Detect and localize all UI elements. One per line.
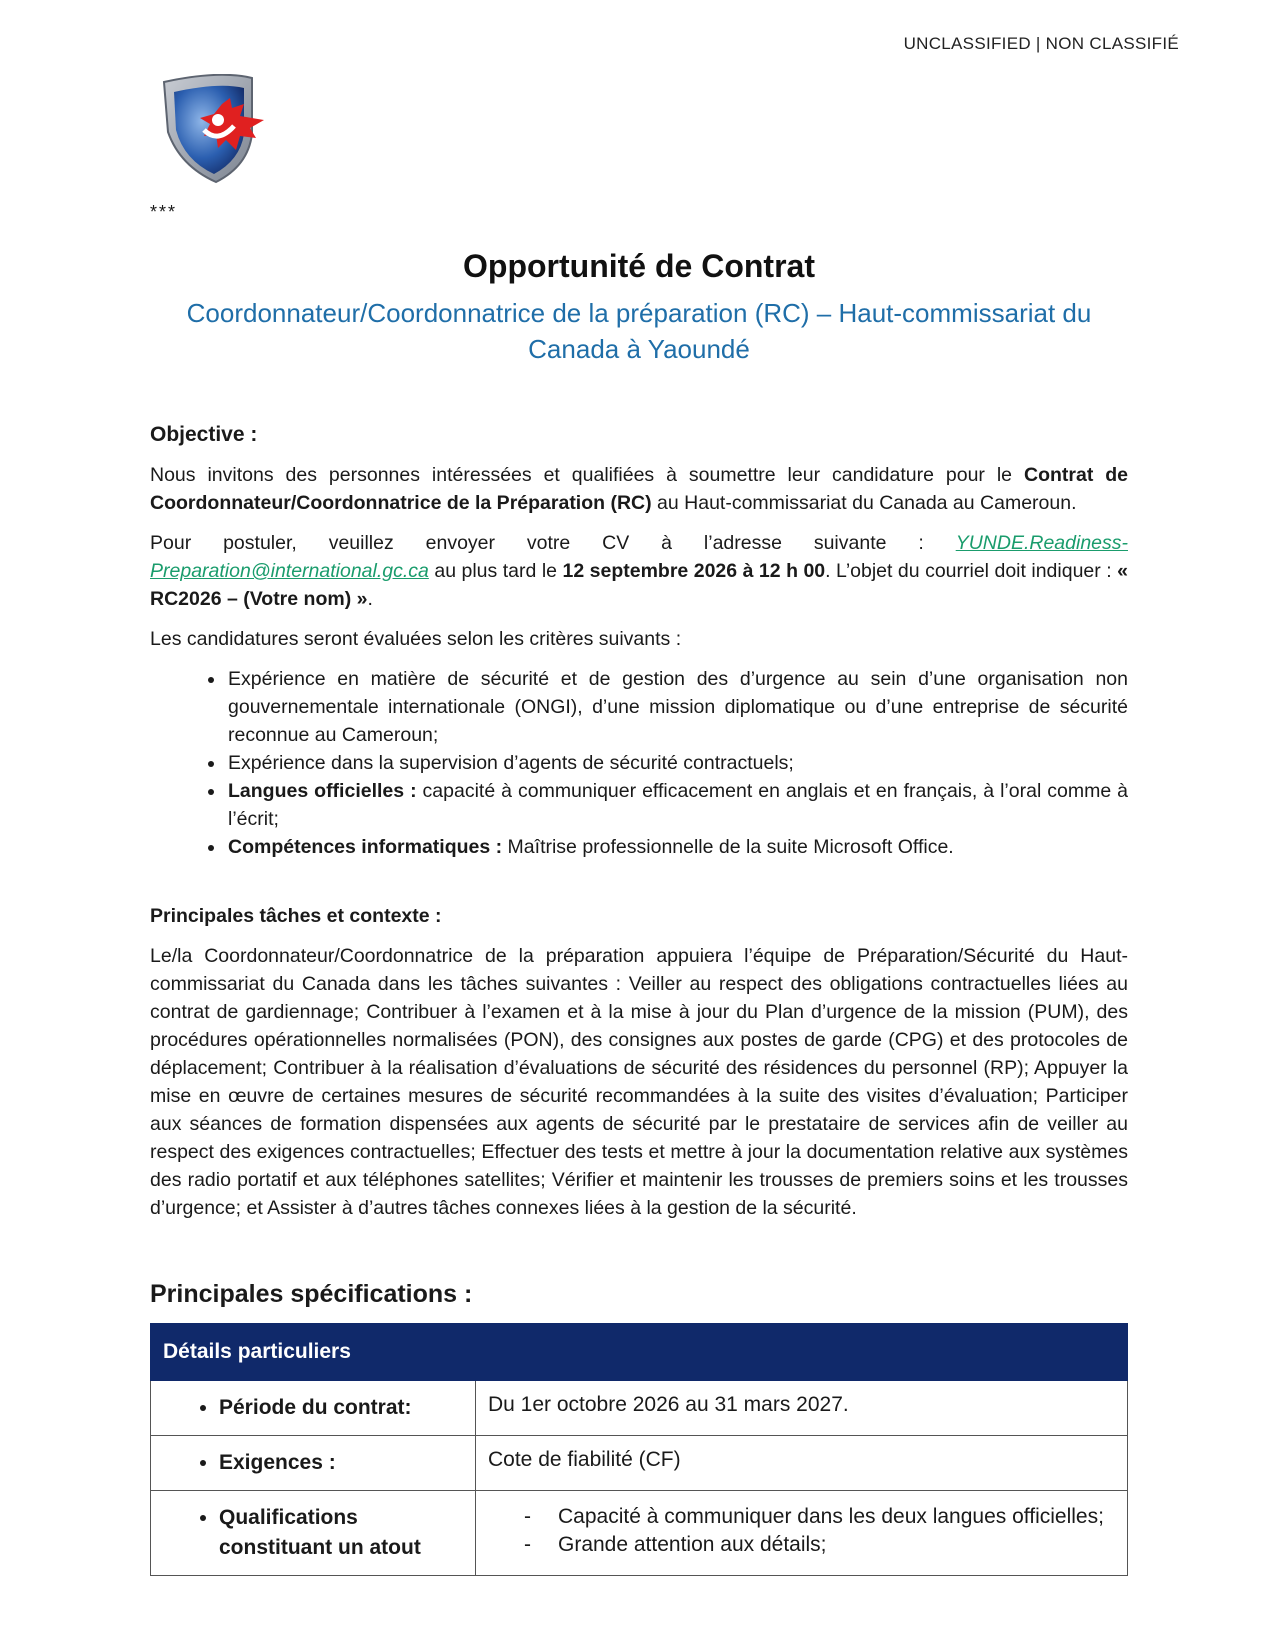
- table-row: [151, 1491, 1128, 1576]
- classification-marking: UNCLASSIFIED | NON CLASSIFIÉ: [903, 34, 1179, 53]
- separator-stars: ***: [150, 202, 178, 222]
- document-body: [150, 240, 1128, 1576]
- row-value-item: - Grande attention aux détails;: [558, 1531, 1115, 1559]
- document-title: Opportunité de Contrat: [463, 248, 815, 284]
- row-label: • Exigences :: [219, 1448, 463, 1478]
- specs-table-header: Détails particuliers: [151, 1324, 1128, 1381]
- shield-logo-icon: [160, 74, 278, 186]
- email-link[interactable]: YUNDE.Readiness-Preparation@international.gc.ca: [150, 532, 1128, 582]
- row-value-item: - Capacité à communiquer dans les deux langues officielles;: [558, 1503, 1115, 1531]
- criteria-item: • Expérience dans la supervision d’agents de sécurité contractuels;: [226, 749, 1128, 777]
- criteria-list: [150, 665, 1128, 861]
- specs-heading: Principales spécifications :: [150, 1280, 473, 1308]
- row-label: • Qualifications constituant un atout: [219, 1503, 463, 1563]
- criteria-item: • Langues officielles : capacité à communiquer efficacement en anglais et en français, à l’oral comme à l’écrit;: [226, 777, 1128, 833]
- email-subject: « RC2026 – (Votre nom) »: [150, 560, 1128, 610]
- row-label: • Période du contrat:: [219, 1393, 463, 1423]
- specs-table: [150, 1323, 1128, 1576]
- tasks-paragraph: Le/la Coordonnateur/Coordonnatrice de la préparation appuiera l’équipe de Préparation/Sécurité du Haut-commissariat du Canada dans les tâches suivantes : Veiller au respect des obligations contractuelles liées au contrat de gardiennage; Contribuer à l’examen et à la mise à jour du Plan d’urgence de la mission (PUM), des procédures opérationnelles normalisées (PON), des consignes aux postes de garde (CPG) et des protocoles de déplacement; Contribuer à la réalisation d’évaluations de sécurité des résidences du personnel (RP); Appuyer la mise en œuvre de certaines mesures de sécurité recommandées à la suite des visites d’évaluation; Participer aux séances de formation dispensées aux agents de sécurité par le prestataire de services afin de veiller au respect des exigences contractuelles; Effectuer des tests et mettre à jour la documentation relative aux systèmes des radio portatif et aux téléphones satellites; Vérifier et maintenir les trousses de premiers soins et les trousses d’urgence; et Assister à d’autres tâches connexes liées à la gestion de la sécurité.: [150, 945, 1128, 1219]
- objective-paragraph: Nous invitons des personnes intéressées et qualifiées à soumettre leur candidature pour le Contrat de Coordonnateur/Coordonnatrice de la Préparation (RC) au Haut-commissariat du Canada au Cameroun.: [150, 464, 1129, 514]
- tasks-heading: Principales tâches et contexte :: [150, 905, 442, 927]
- objective-heading: Objective :: [150, 423, 258, 446]
- table-row: [151, 1436, 1128, 1491]
- row-value: Du 1er octobre 2026 au 31 mars 2027.: [476, 1381, 1128, 1436]
- criteria-item: • Compétences informatiques : Maîtrise professionnelle de la suite Microsoft Office.: [226, 833, 1128, 861]
- criteria-item: • Expérience en matière de sécurité et de gestion des d’urgence au sein d’une organisation non gouvernementale internationale (ONGI), d’une mission diplomatique ou d’une entreprise de sécurité reconnue au Cameroun;: [226, 665, 1128, 749]
- table-row: [151, 1381, 1128, 1436]
- deadline: 12 septembre 2026 à 12 h 00: [562, 560, 826, 582]
- row-value: Cote de fiabilité (CF): [476, 1436, 1128, 1491]
- application-paragraph: Pour postuler, veuillez envoyer votre CV à l’adresse suivante : YUNDE.Readiness-Preparation@international.gc.ca au plus tard le 12 septembre 2026 à 12 h 00. L’objet du courriel doit indiquer : « RC2026 – (Votre nom) ».: [150, 532, 1128, 610]
- criteria-intro: Les candidatures seront évaluées selon les critères suivants :: [150, 628, 682, 650]
- document-subtitle: Coordonnateur/Coordonnatrice de la préparation (RC) – Haut-commissariat du Canada à Yaoundé: [186, 298, 1092, 364]
